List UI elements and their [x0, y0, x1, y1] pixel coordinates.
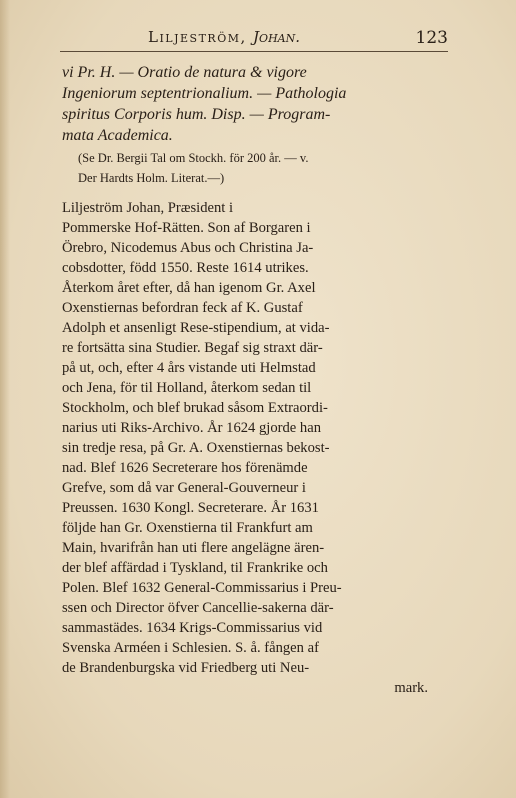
entry-line: Pommerske Hof-Rätten. Son af Borgaren i [62, 220, 311, 236]
entry-line: nad. Blef 1626 Secreterare hos förenämde [62, 460, 308, 476]
entry-line: Svenska Arméen i Schlesien. S. å. fången af [62, 640, 319, 656]
running-head-name: Liljeström, [148, 28, 247, 46]
entry-line: re fortsätta sina Studier. Begaf sig straxt där- [62, 340, 323, 356]
entry-line: Stockholm, och blef brukad såsom Extraordi- [62, 400, 328, 416]
note-line: (Se Dr. Bergii Tal om Stockh. för 200 år. — v. [78, 151, 309, 165]
previous-entry-works [62, 62, 428, 146]
entry-line: de Brandenburgska vid Friedberg uti Neu- [62, 660, 310, 676]
entry-line: på ut, och, efter 4 års vistande uti Helmstad [62, 360, 316, 376]
entry-line: cobsdotter, född 1550. Reste 1614 utrikes. [62, 260, 309, 276]
entry-line: Polen. Blef 1632 General-Commissarius i Preu- [62, 580, 342, 596]
entry-line: och Jena, för til Holland, återkom sedan til [62, 380, 312, 396]
text-line: spiritus Corporis hum. Disp. — Program- [62, 106, 331, 123]
note-line: Der Hardts Holm. Literat.—) [78, 171, 225, 185]
entry-line: narius uti Riks-Archivo. År 1624 gjorde han [62, 420, 321, 436]
text-line: mata Academica. [62, 127, 173, 144]
entry-line: Preussen. 1630 Kongl. Secreterare. År 1631 [62, 500, 319, 516]
entry-line: sin tredje resa, på Gr. A. Oxenstiernas bekost- [62, 440, 330, 456]
entry-line: Adolph et ansenligt Rese-stipendium, at vida- [62, 320, 330, 336]
entry-line: Örebro, Nicodemus Abus och Christina Ja- [62, 240, 314, 256]
reference-note [62, 148, 428, 188]
page-gutter-shadow [0, 0, 10, 798]
entry-line: der blef affärdad i Tyskland, til Frankrike och [62, 560, 328, 576]
entry-line: Main, hvarifrån han uti flere angelägne ären- [62, 540, 325, 556]
entry-line: Återkom året efter, då han igenom Gr. Axel [62, 280, 316, 296]
entry-line: Grefve, som då var General-Gouverneur i [62, 480, 306, 496]
entry-line: sammastädes. 1634 Krigs-Commissarius vid [62, 620, 323, 636]
header-rule [60, 51, 448, 52]
entry-line: mark. [394, 680, 428, 696]
page-header [60, 28, 448, 52]
entry-line: Liljeström Johan, Præsident i [62, 200, 234, 216]
entry-line: Oxenstiernas befordran feck af K. Gustaf [62, 300, 303, 316]
running-head-forename: Johan. [253, 28, 301, 46]
entry-line: följde han Gr. Oxenstierna til Frankfurt am [62, 520, 313, 536]
text-line: Ingeniorum septentrionalium. — Pathologia [62, 85, 347, 102]
page-number: 123 [415, 28, 448, 48]
entry-line: ssen och Director öfver Cancellie-sakerna där- [62, 600, 334, 616]
running-head [148, 28, 300, 46]
text-line: vi Pr. H. — Oratio de natura & vigore [62, 64, 307, 81]
biography-entry [62, 198, 428, 698]
